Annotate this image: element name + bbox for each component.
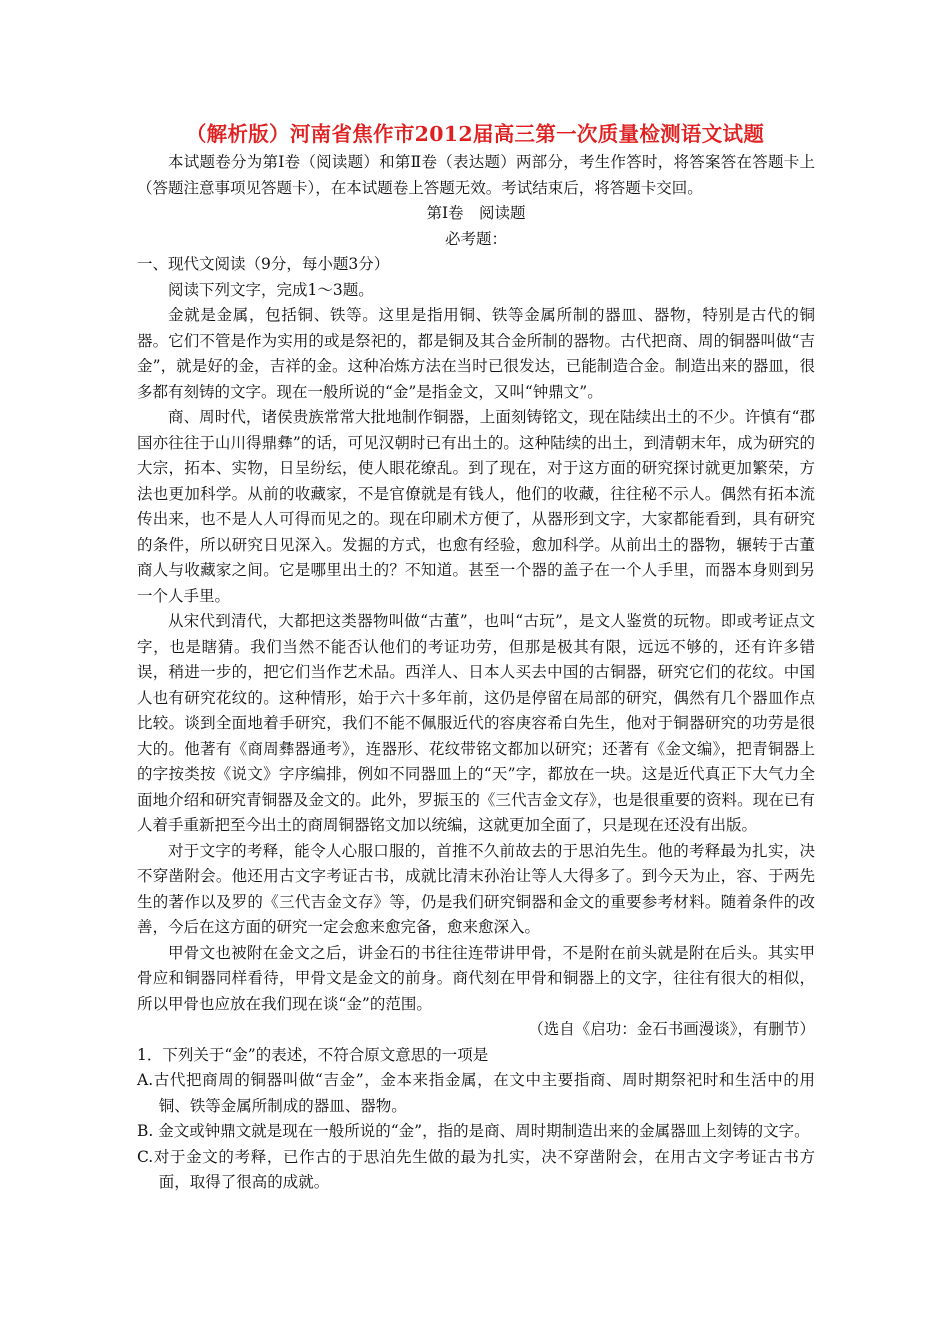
source-citation: （选自《启功：金石书画漫谈》，有删节） [528, 1020, 815, 1038]
volume-heading: 第Ⅰ卷 阅读题 [426, 204, 526, 222]
section-heading: 一、现代文阅读（9分，每小题3分） [137, 255, 390, 273]
passage-paragraph: 对于文字的考释，能令人心服口服的，首推不久前故去的于思泊先生。他的考释最为扎实，决不穿凿附会。他还用古文字考证古书，成就比清末孙治让等人大得多了。到今天为止，容、于两先生的著作以及罗的《三代吉金文存》等，仍是我们研究铜器和金文的重要参考材料。随着条件的改善，今后在这方面的研究一定会愈来愈完备，愈来愈深入。 [137, 841, 815, 936]
question-option-c: C.对于金文的考释，已作古的于思泊先生做的最为扎实，决不穿凿附会，在用古文字考证古书方面，取得了很高的成就。 [137, 1147, 815, 1191]
question-option-b: B. 金文或钟鼎文就是现在一般所说的“金”，指的是商、周时期制造出来的金属器皿上刻铸的文字。 [137, 1122, 810, 1140]
document-title: （解析版）河南省焦作市2012届高三第一次质量检测语文试题 [185, 122, 765, 146]
reading-instruction: 阅读下列文字，完成1～3题。 [168, 280, 374, 299]
passage-paragraph: 甲骨文也被附在金文之后，讲金石的书往往连带讲甲骨，不是附在前头就是附在后头。其实甲骨应和铜器同样看待，甲骨文是金文的前身。商代刻在甲骨和铜器上的文字，往往有很大的相似，所以甲骨也应放在我们现在谈“金”的范围。 [137, 943, 815, 1013]
passage-paragraph: 商、周时代，诸侯贵族常常大批地制作铜器，上面刻铸铭文，现在陆续出土的不少。许慎有“郡国亦往往于山川得鼎彝”的话，可见汉朝时已有出土的。这种陆续的出土，到清朝末年，成为研究的大宗，拓本、实物，日呈纷纭，使人眼花缭乱。到了现在，对于这方面的研究探讨就更加繁荣，方法也更加科学。从前的收藏家，不是官僚就是有钱人，他们的收藏，往往秘不示人。偶然有拓本流传出来，也不是人人可得而见之的。现在印刷术方便了，从器形到文字，大家都能看到，具有研究的条件，所以研究日见深入。发掘的方式，也愈有经验，愈加科学。从前出土的器物，辗转于古董商人与收藏家之间。它是哪里出土的？不知道。甚至一个器的盖子在一个人手里，而器本身则到另一个人手里。 [137, 408, 815, 605]
question-option-a: A.古代把商周的铜器叫做“吉金”，金本来指金属，在文中主要指商、周时期祭祀时和生活中的用铜、铁等金属所制成的器皿、器物。 [137, 1071, 815, 1115]
passage-paragraph: 从宋代到清代，大都把这类器物叫做“古董”，也叫“古玩”，是文人鉴赏的玩物。即或考证点文字，也是瞎猜。我们当然不能否认他们的考证功劳，但那是极其有限，远远不够的，还有许多错误，稍进一步的，把它们当作艺术品。西洋人、日本人买去中国的古铜器，研究它们的花纹。中国人也有研究花纹的。这种情形，始于六十多年前，这仍是停留在局部的研究，偶然有几个器皿作点比较。谈到全面地着手研究，我们不能不佩服近代的容庚容希白先生，他对于铜器研究的功劳是很大的。他著有《商周彝器通考》，连器形、花纹带铭文都加以研究；还著有《金文编》，把青铜器上的字按类按《说文》字序编排，例如不同器皿上的“天”字，都放在一块。这是近代真正下大气力全面地介绍和研究青铜器及金文的。此外，罗振玉的《三代吉金文存》，也是很重要的资料。现在已有人着手重新把至今出土的商周铜器铭文加以统编，这就更加全面了，只是现在还没有出版。 [137, 612, 815, 834]
question-stem: 1．下列关于“金”的表述，不符合原文意思的一项是 [137, 1045, 489, 1064]
intro-paragraph: 本试题卷分为第Ⅰ卷（阅读题）和第Ⅱ卷（表达题）两部分，考生作答时，将答案答在答题卡上（答题注意事项见答题卡），在本试题卷上答题无效。考试结束后，将答题卡交回。 [137, 153, 815, 197]
passage-paragraph: 金就是金属，包括铜、铁等。这里是指用铜、铁等金属所制的器皿、器物，特别是古代的铜器。它们不管是作为实用的或是祭祀的，都是铜及其合金所制的器物。古代把商、周的铜器叫做“吉金”，就是好的金，吉祥的金。这种冶炼方法在当时已很发达，已能制造合金。制造出来的器皿，很多都有刻铸的文字。现在一般所说的“金”是指金文，又叫“钟鼎文”。 [137, 306, 815, 401]
document-body [137, 150, 815, 1196]
required-heading: 必考题： [444, 229, 507, 248]
